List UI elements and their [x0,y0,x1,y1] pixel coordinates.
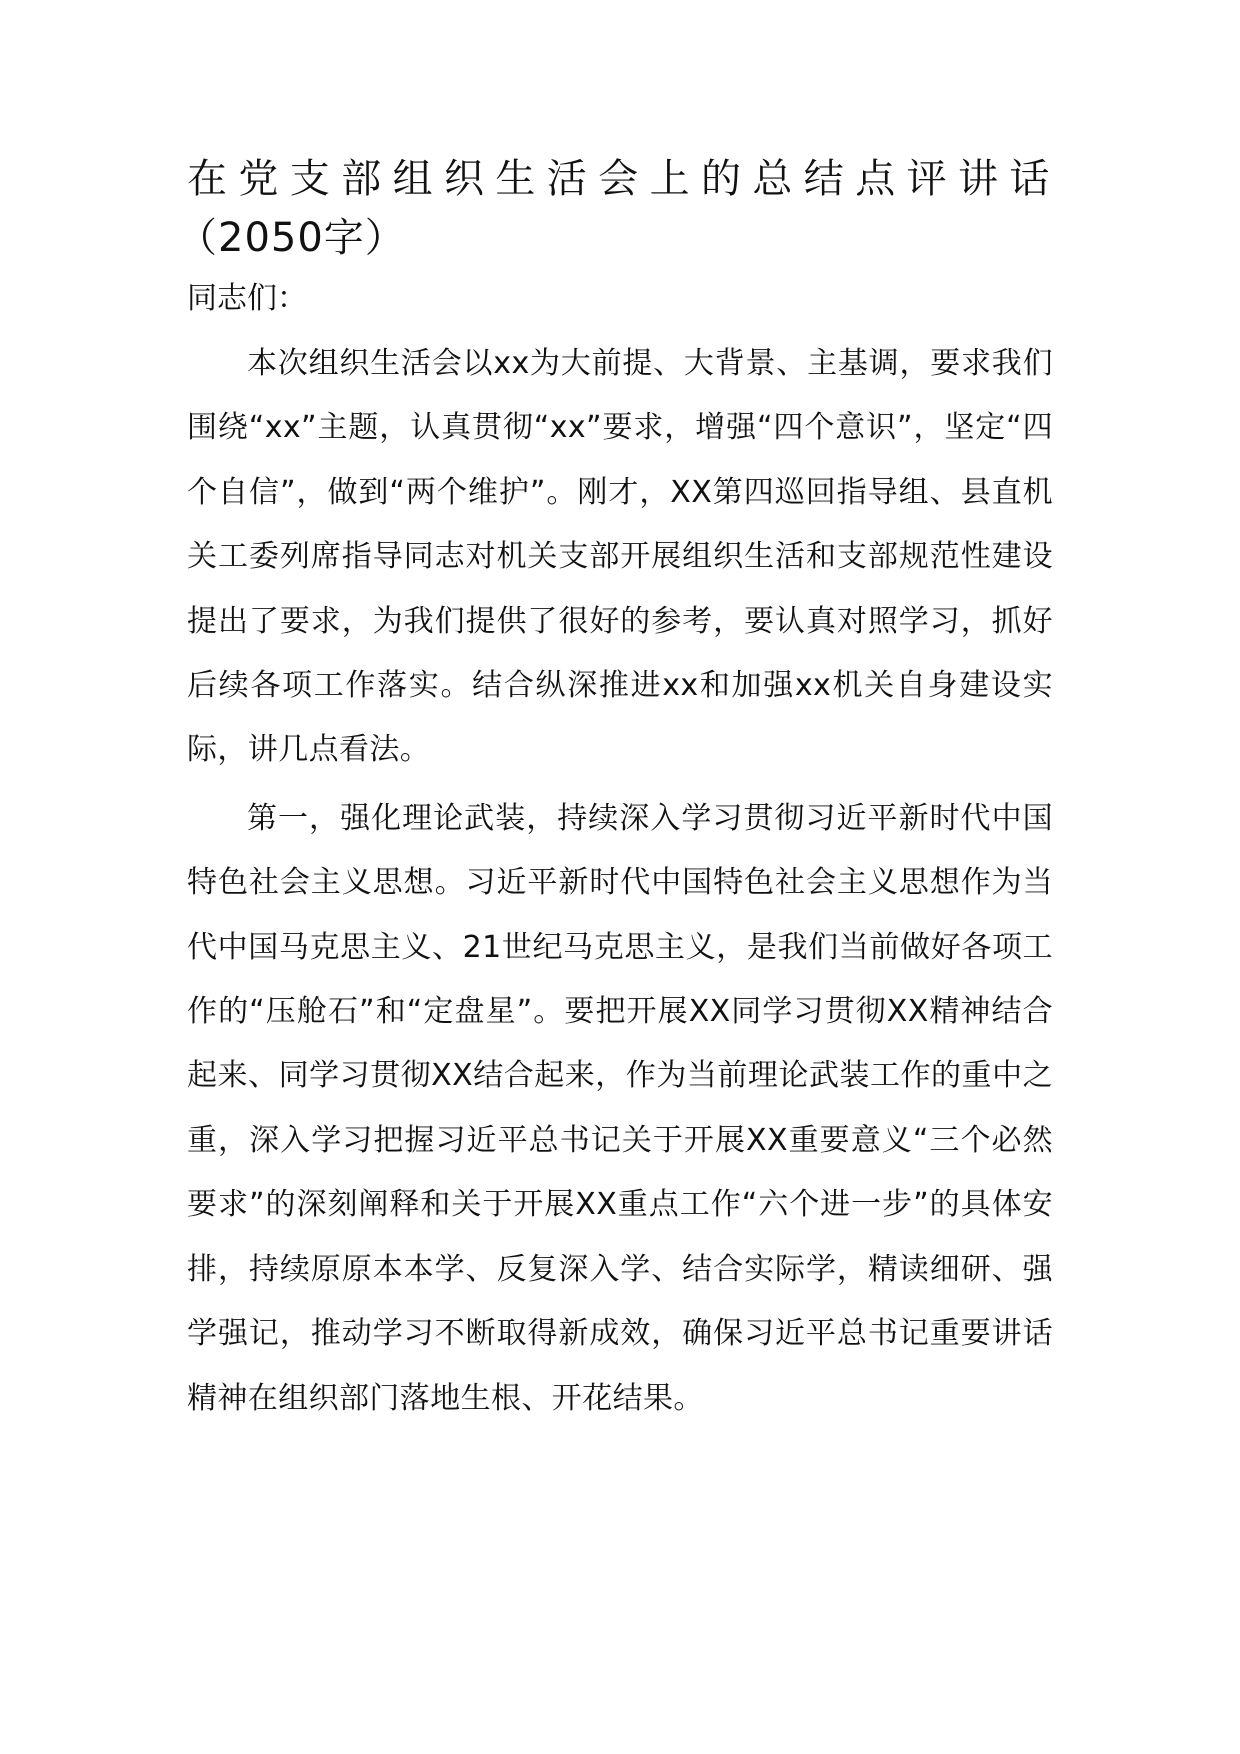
paragraph-text: 习近平新时代中国特色社会主义思想作为当代中国马克思主义、21世纪马克思主义，是我们当前做好各项工作的“压舱石”和“定盘星”。要把开展XX同学习贯彻XX精神结合起来、同学习贯彻XX结合起来，作为当前理论武装工作的重中之重，深入学习把握习近平总书记关于开展XX重要意义“三个必然要求”的深刻阐释和关于开展XX重点工作“六个进一步”的具体安排，持续原原本本学、反复深入学、结合实际学，精读细研、强学强记，推动学习不断取得新成效，确保习近平总书记重要讲话精神在组织部门落地生根、开花结果。 [187,865,1053,1416]
paragraph-lead: 第一，强化理论武装，持续深入学习贯彻习近平新时代中国特色社会主义思想。 [187,800,1053,901]
paragraph-text: 本次组织生活会以xx为大前提、大背景、主基调，要求我们围绕“xx”主题，认真贯彻“xx”要求，增强“四个意识”，坚定“四个自信”，做到“两个维护”。刚才，XX第四巡回指导组、县直机关工委列席指导同志对机关支部开展组织生活和支部规范性建设提出了要求，为我们提供了很好的参考，要认真对照学习，抓好后续各项工作落实。结合纵深推进xx和加强xx机关自身建设实际，讲几点看法。 [187,346,1053,768]
document-word-count: （2050字） [177,215,406,261]
paragraph-point-one [187,787,1053,1431]
paragraph-intro [187,332,1053,783]
document-page [177,150,1053,1431]
document-title: 在党支部组织生活会上的总结点评讲话 [187,156,1053,202]
salutation: 同志们： [187,281,307,316]
